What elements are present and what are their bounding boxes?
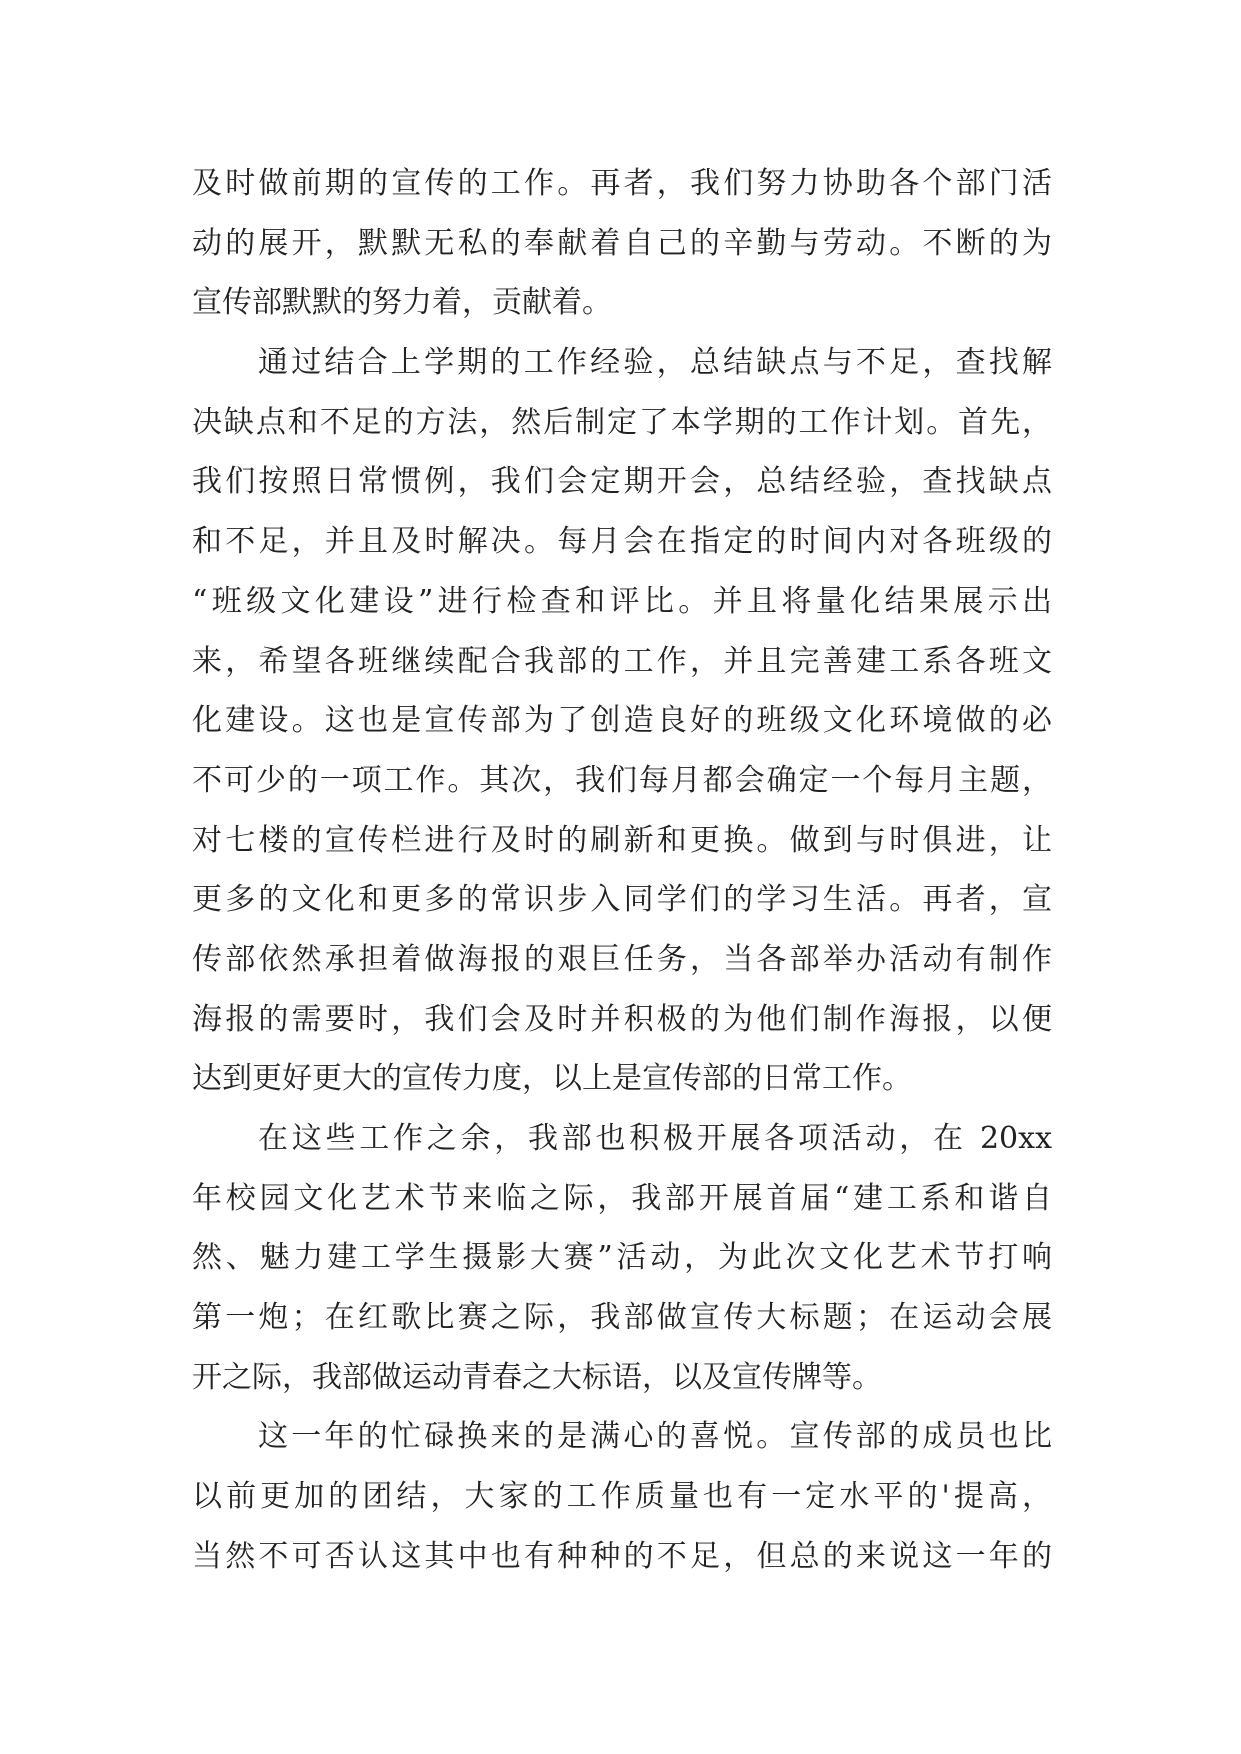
- text-line: “班级文化建设”进行检查和评比。并且将量化结果展示出: [192, 583, 1052, 619]
- text-line: 通过结合上学期的工作经验，总结缺点与不足，查找解: [258, 345, 1052, 381]
- text-line: 这一年的忙碌换来的是满心的喜悦。宣传部的成员也比: [258, 1419, 1052, 1455]
- paragraph-4: [192, 1407, 1052, 1586]
- text-line: 传部依然承担着做海报的艰巨任务，当各部举办活动有制作: [192, 941, 1052, 977]
- text-line: 及时做前期的宣传的工作。再者，我们努力协助各个部门活: [192, 166, 1052, 201]
- text-line: 然、魅力建工学生摄影大赛”活动，为此次文化艺术节打响: [192, 1240, 1052, 1276]
- text-line: 开之际，我部做运动青春之大标语，以及宣传牌等。: [192, 1359, 882, 1395]
- text-line: 来，希望各班继续配合我部的工作，并且完善建工系各班文: [192, 643, 1052, 679]
- text-line: 化建设。这也是宣传部为了创造良好的班级文化环境做的必: [192, 703, 1052, 739]
- text-line: 动的展开，默默无私的奉献着自己的辛勤与劳动。不断的为: [192, 225, 1052, 261]
- text-line: 决缺点和不足的方法，然后制定了本学期的工作计划。首先，: [192, 404, 1052, 440]
- text-line: 海报的需要时，我们会及时并积极的为他们制作海报，以便: [192, 1001, 1052, 1037]
- text-line: 年校园文化艺术节来临之际，我部开展首届“建工系和谐自: [192, 1180, 1052, 1216]
- text-line: 第一炮；在红歌比赛之际，我部做宣传大标题；在运动会展: [192, 1300, 1052, 1336]
- text-line: 对七楼的宣传栏进行及时的刷新和更换。做到与时俱进，让: [192, 822, 1052, 858]
- text-line: 更多的文化和更多的常识步入同学们的学习生活。再者，宣: [192, 882, 1052, 918]
- text-line: 在这些工作之余，我部也积极开展各项活动，在 20xx: [258, 1121, 1052, 1156]
- text-line: 达到更好更大的宣传力度，以上是宣传部的日常工作。: [192, 1061, 912, 1097]
- paragraph-3: [192, 1109, 1052, 1407]
- text-line: 宣传部默默的努力着，贡献着。: [192, 285, 612, 321]
- text-line: 当然不可否认这其中也有种种的不足，但总的来说这一年的: [192, 1538, 1052, 1574]
- paragraph-1: [192, 154, 1052, 333]
- document-body: [192, 154, 1052, 1587]
- text-line: 和不足，并且及时解决。每月会在指定的时间内对各班级的: [192, 524, 1052, 560]
- text-line: 不可少的一项工作。其次，我们每月都会确定一个每月主题，: [192, 762, 1052, 798]
- text-line: 以前更加的团结，大家的工作质量也有一定水平的'提高，: [192, 1479, 1052, 1515]
- text-line: 我们按照日常惯例，我们会定期开会，总结经验，查找缺点: [192, 464, 1052, 500]
- paragraph-2: [192, 333, 1052, 1109]
